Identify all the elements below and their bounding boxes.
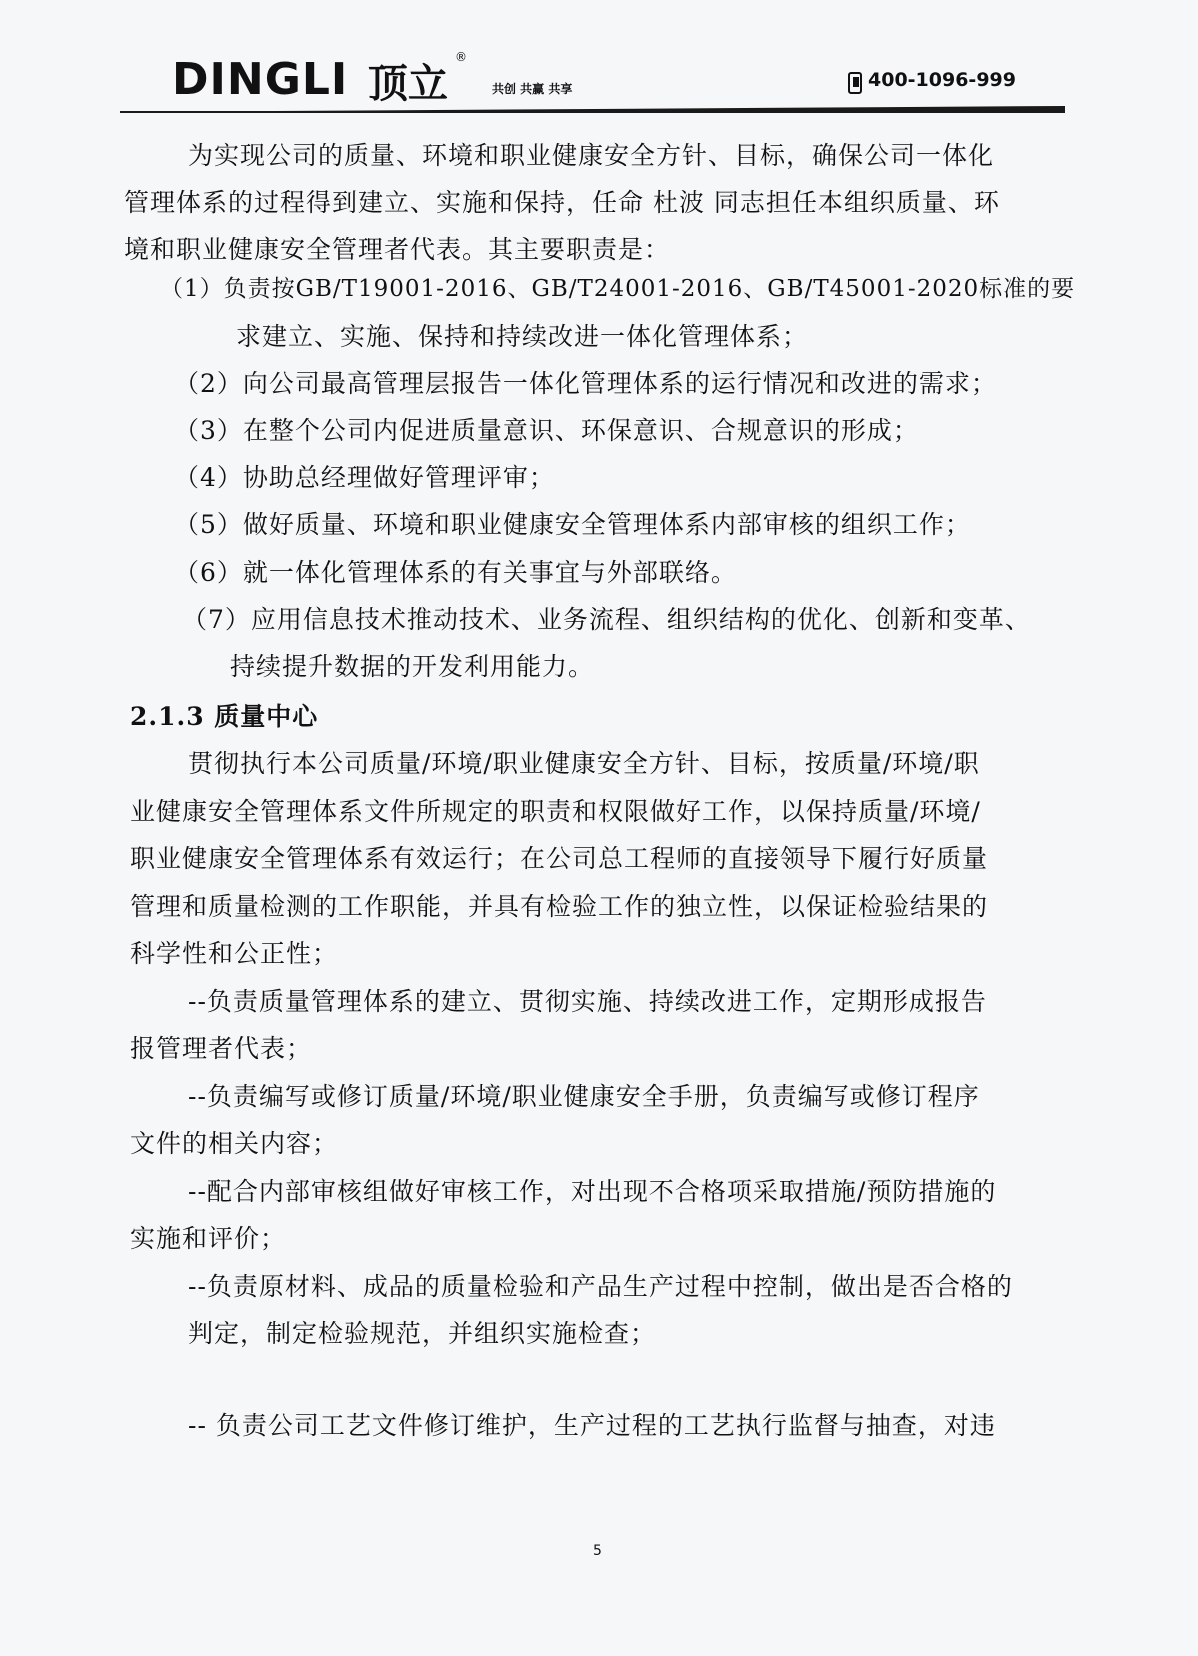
list-item-1: （1）负责按GB/T19001-2016、GB/T24001-2016、GB/T45001-2020标准的要 [160, 276, 1076, 302]
duty-line: 文件的相关内容； [130, 1129, 339, 1158]
paragraph-line: 贯彻执行本公司质量/环境/职业健康安全方针、目标，按质量/环境/职 [188, 749, 980, 778]
page-number: 5 [593, 1543, 602, 1559]
section-heading: 2.1.3 质量中心 [130, 702, 319, 731]
paragraph-line: 职业健康安全管理体系有效运行；在公司总工程师的直接领导下履行好质量 [130, 844, 989, 873]
paragraph-line: 管理体系的过程得到建立、实施和保持，任命 杜波 同志担任本组织质量、环 [124, 188, 1000, 217]
duty-line: --配合内部审核组做好审核工作，对出现不合格项采取措施/预防措施的 [188, 1177, 997, 1206]
paragraph-line: 业健康安全管理体系文件所规定的职责和权限做好工作，以保持质量/环境/ [130, 797, 981, 826]
list-item-7-continued: 持续提升数据的开发利用能力。 [230, 652, 595, 681]
duty-line: 判定，制定检验规范，并组织实施检查； [188, 1319, 657, 1348]
duty-line: --负责原材料、成品的质量检验和产品生产过程中控制，做出是否合格的 [188, 1272, 1013, 1301]
hotline-number: 400-1096-999 [868, 69, 1016, 91]
list-item-7: （7）应用信息技术推动技术、业务流程、组织结构的优化、创新和变革、 [182, 605, 1031, 634]
paragraph-line: 管理和质量检测的工作职能，并具有检验工作的独立性，以保证检验结果的 [130, 892, 989, 921]
duty-line: 报管理者代表； [130, 1034, 313, 1063]
registered-mark: ® [455, 50, 467, 64]
company-logo-chinese: 顶立 [368, 61, 448, 107]
duty-line: --负责编写或修订质量/环境/职业健康安全手册，负责编写或修订程序 [188, 1082, 980, 1111]
company-slogan: 共创 共赢 共享 [492, 82, 573, 96]
paragraph-line: 科学性和公正性； [130, 939, 339, 968]
list-item-6: （6）就一体化管理体系的有关事宜与外部联络。 [174, 558, 737, 587]
list-item-3: （3）在整个公司内促进质量意识、环保意识、合规意识的形成； [174, 416, 919, 445]
list-item-2: （2）向公司最高管理层报告一体化管理体系的运行情况和改进的需求； [174, 369, 997, 398]
company-logo-text: DINGLI [172, 54, 349, 105]
duty-line: -- 负责公司工艺文件修订维护，生产过程的工艺执行监督与抽查，对违 [188, 1411, 996, 1440]
duty-line: --负责质量管理体系的建立、贯彻实施、持续改进工作，定期形成报告 [188, 987, 987, 1016]
list-item-4: （4）协助总经理做好管理评审； [174, 463, 555, 492]
list-item-5: （5）做好质量、环境和职业健康安全管理体系内部审核的组织工作； [174, 510, 971, 539]
paragraph-line: 为实现公司的质量、环境和职业健康安全方针、目标，确保公司一体化 [188, 141, 995, 170]
list-item-1-continued: 求建立、实施、保持和持续改进一体化管理体系； [236, 322, 809, 351]
paragraph-line: 境和职业健康安全管理者代表。其主要职责是： [124, 235, 671, 264]
header-divider-line [120, 111, 1065, 113]
phone-icon [848, 72, 862, 94]
duty-line: 实施和评价； [130, 1224, 287, 1253]
